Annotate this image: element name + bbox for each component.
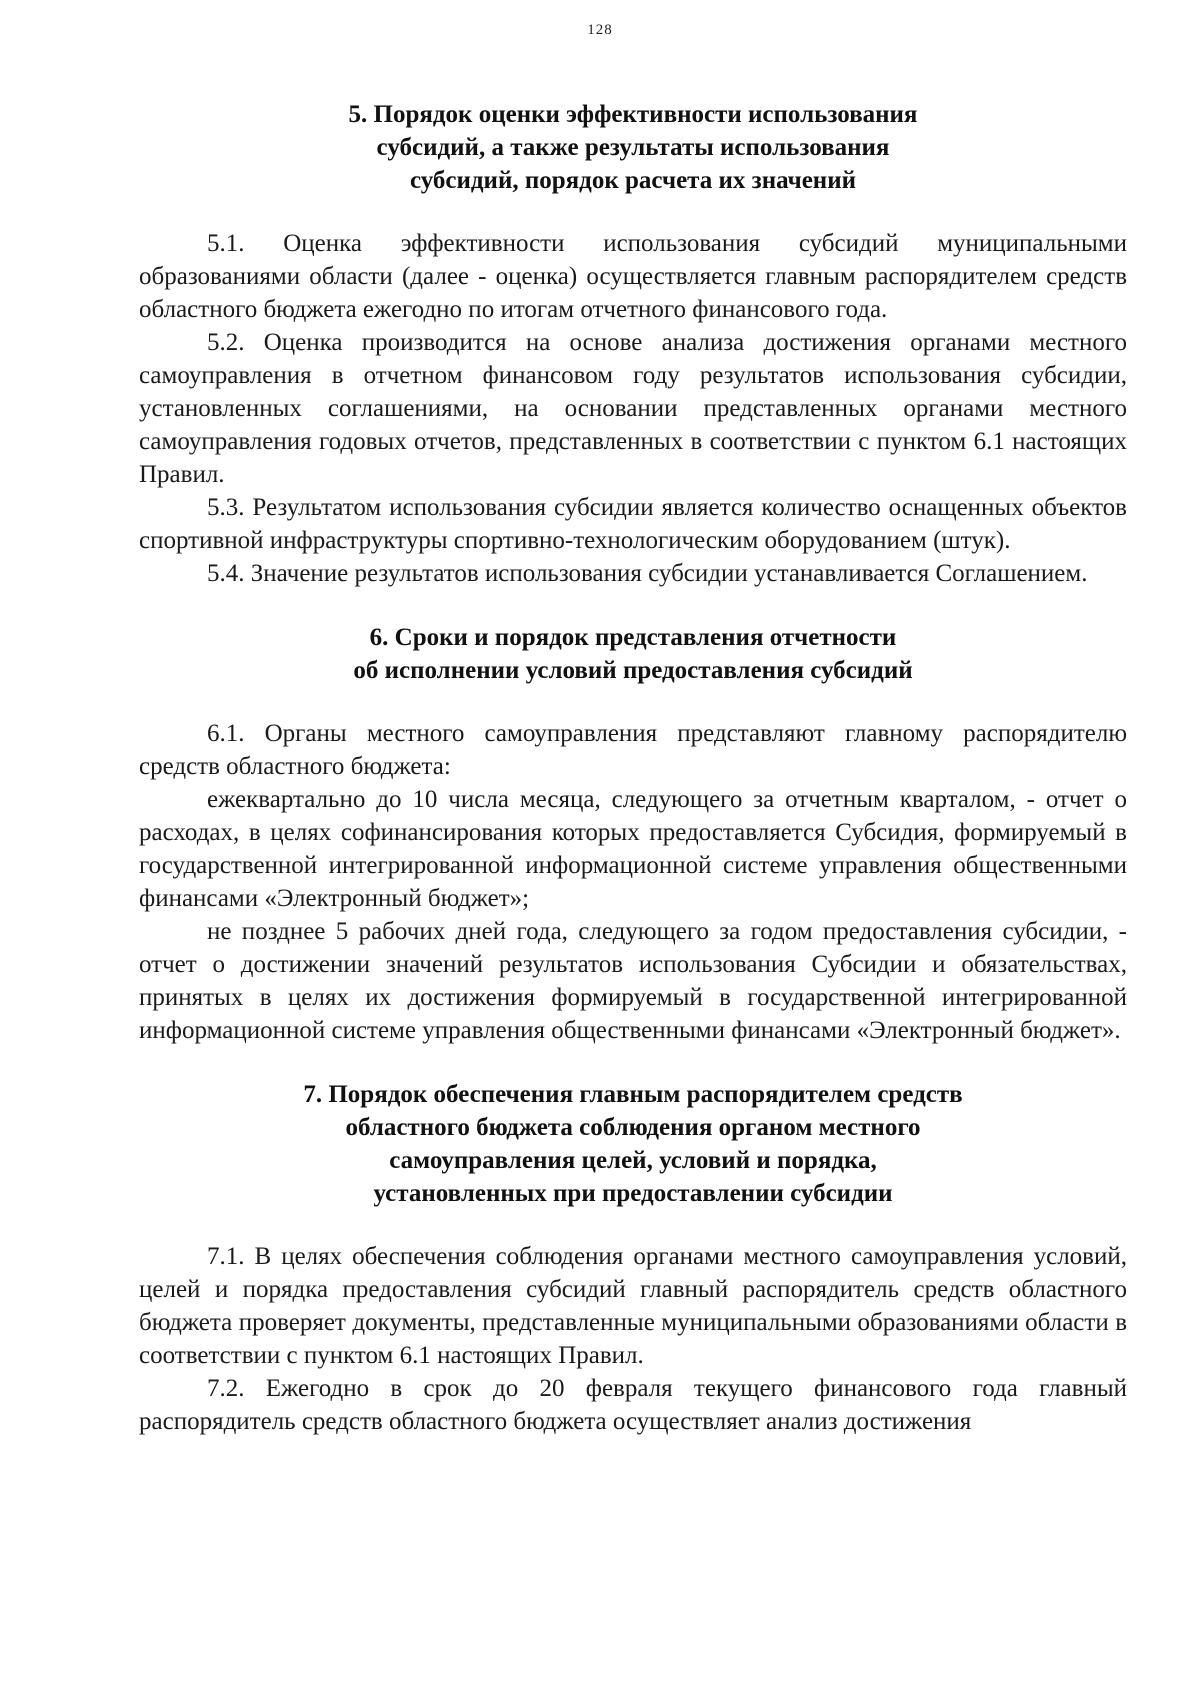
section-5-heading-line: 5. Порядок оценки эффективности использования [348,101,918,128]
paragraph-6-1-quarterly: ежеквартально до 10 числа месяца, следующего за отчетным кварталом, - отчет о расходах, в целях софинансирования которых предоставляется Субсидия, формируемый в государственной интегрированной информационной системе управления общественными финансами «Электронный бюджет»; [139,786,1127,912]
page-number: 128 [587,22,613,38]
section-6-heading [139,621,1127,687]
section-5-heading-line: субсидий, порядок расчета их значений [409,167,857,194]
spacer [139,1210,1127,1240]
section-5-heading [139,98,1127,197]
paragraph-5-4: 5.4. Значение результатов использования субсидии устанавливается Соглашением. [207,560,1088,587]
paragraph-5-3: 5.3. Результатом использования субсидии является количество оснащенных объектов спортивной инфраструктуры спортивно-технологическим оборудованием (штук). [139,494,1127,554]
section-7-heading-line: областного бюджета соблюдения органом местного [345,1114,921,1141]
paragraph-5-1: 5.1. Оценка эффективности использования субсидий муниципальными образованиями области (далее - оценка) осуществляется главным распорядителем средств областного бюджета ежегодно по итогам отчетного финансового года. [139,230,1127,323]
paragraph-5-2: 5.2. Оценка производится на основе анализа достижения органами местного самоуправления в отчетном финансовом году результатов использования субсидии, установленных соглашениями, на основании представленных органами местного самоуправления годовых отчетов, представленных в соответствии с пунктом 6.1 настоящих Правил. [139,329,1127,488]
section-7-heading-line: самоуправления целей, условий и порядка, [389,1147,877,1174]
paragraph-7-1: 7.1. В целях обеспечения соблюдения органами местного самоуправления условий, целей и порядка предоставления субсидий главный распорядитель средств областного бюджета проверяет документы, представленные муниципальными образованиями области в соответствии с пунктом 6.1 настоящих Правил. [139,1243,1127,1369]
paragraph-7-2: 7.2. Ежегодно в срок до 20 февраля текущего финансового года главный распорядитель средств областного бюджета осуществляет анализ достижения [139,1375,1127,1435]
section-7-heading [139,1078,1127,1210]
spacer [139,197,1127,227]
section-5-heading-line: субсидий, а также результаты использования [376,134,890,161]
document-body [139,98,1127,1438]
section-6-heading-line: 6. Сроки и порядок представления отчетности [369,624,897,651]
section-7-heading-line: 7. Порядок обеспечения главным распорядителем средств [303,1081,963,1108]
spacer [139,590,1127,621]
spacer [139,1047,1127,1078]
paragraph-6-1: 6.1. Органы местного самоуправления представляют главному распорядителю средств областного бюджета: [139,720,1127,780]
section-7-heading-line: установленных при предоставлении субсидии [373,1180,893,1207]
spacer [139,687,1127,717]
section-6-heading-line: об исполнении условий предоставления субсидий [353,657,913,684]
paragraph-6-1-annual: не позднее 5 рабочих дней года, следующего за годом предоставления субсидии, - отчет о достижении значений результатов использования Субсидии и обязательствах, принятых в целях их достижения формируемый в государственной интегрированной информационной системе управления общественными финансами «Электронный бюджет». [139,918,1127,1044]
